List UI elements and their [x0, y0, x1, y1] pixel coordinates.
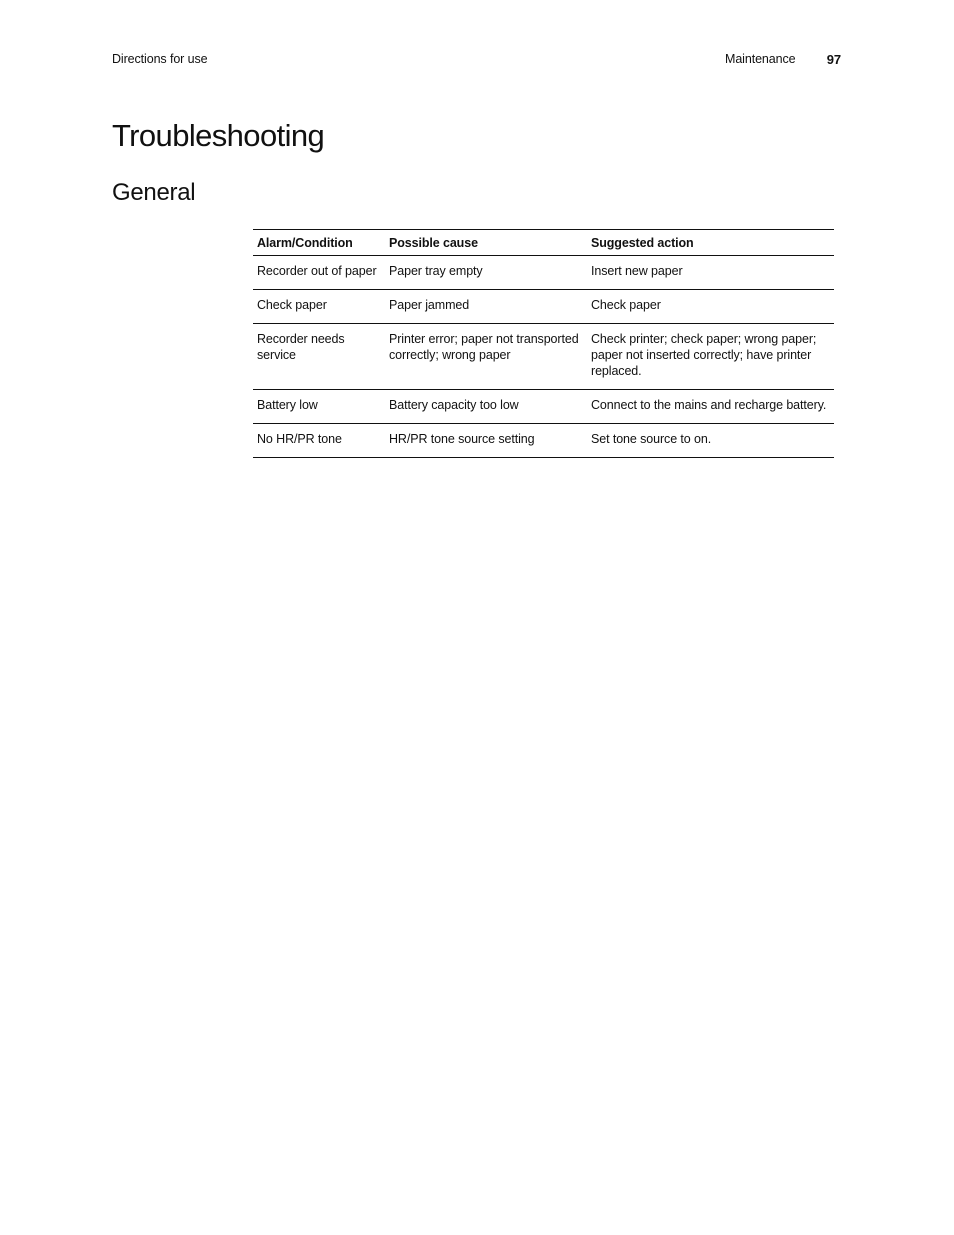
alarm-condition-cell: Recorder needs service	[253, 324, 385, 390]
running-header	[112, 52, 841, 70]
alarm-condition-cell: No HR/PR tone	[253, 424, 385, 458]
alarm-condition-cell: Check paper	[253, 290, 385, 324]
suggested-action-cell: Set tone source to on.	[587, 424, 834, 458]
possible-cause-cell: Paper tray empty	[385, 256, 587, 290]
column-header-possible-cause: Possible cause	[385, 230, 587, 256]
alarm-condition-cell: Battery low	[253, 390, 385, 424]
suggested-action-cell: Connect to the mains and recharge battery.	[587, 390, 834, 424]
column-header-suggested-action: Suggested action	[587, 230, 834, 256]
page-number: 97	[826, 52, 841, 67]
table-row	[253, 390, 834, 424]
page-title: Troubleshooting	[112, 118, 325, 153]
suggested-action-cell: Check paper	[587, 290, 834, 324]
possible-cause-cell: Paper jammed	[385, 290, 587, 324]
suggested-action-cell: Insert new paper	[587, 256, 834, 290]
possible-cause-cell: HR/PR tone source setting	[385, 424, 587, 458]
troubleshooting-table	[253, 229, 834, 458]
suggested-action-cell: Check printer; check paper; wrong paper; paper not inserted correctly; have printer replaced.	[587, 324, 834, 390]
possible-cause-cell: Battery capacity too low	[385, 390, 587, 424]
possible-cause-cell: Printer error; paper not transported correctly; wrong paper	[385, 324, 587, 390]
alarm-condition-cell: Recorder out of paper	[253, 256, 385, 290]
table-row	[253, 290, 834, 324]
header-document-title: Directions for use	[112, 52, 208, 66]
table-header-row	[253, 230, 834, 256]
table-row	[253, 256, 834, 290]
header-section-name: Maintenance	[725, 52, 796, 66]
column-header-alarm-condition: Alarm/Condition	[253, 230, 385, 256]
section-title: General	[112, 179, 196, 206]
table-row	[253, 324, 834, 390]
table-row	[253, 424, 834, 458]
